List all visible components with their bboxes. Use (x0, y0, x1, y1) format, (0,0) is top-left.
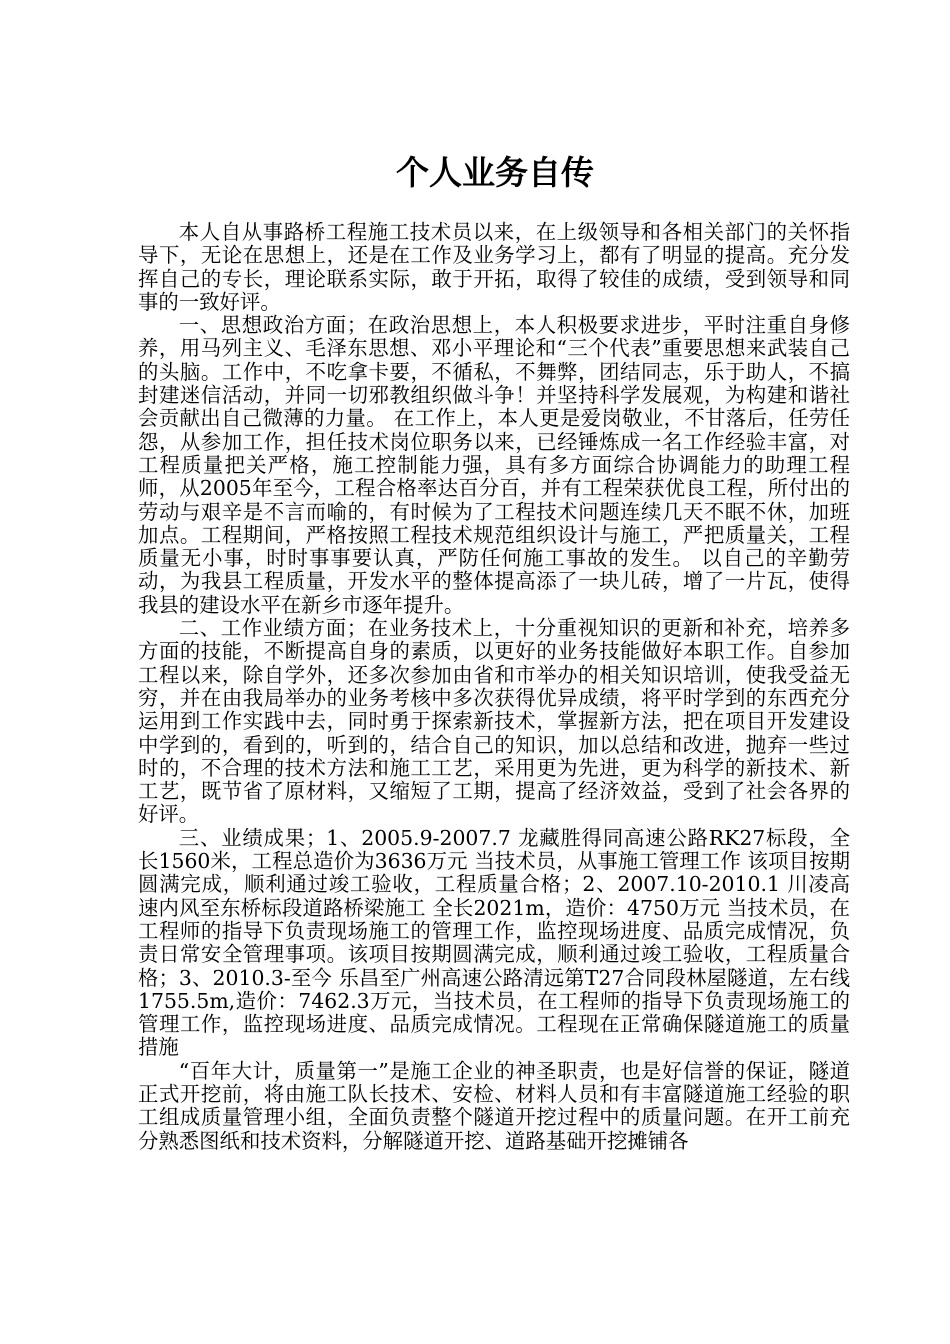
paragraph-quality: “百年大计，质量第一”是施工企业的神圣职责，也是好信誉的保证，隧道正式开挖前，将由施工队长技术、安检、材料人员和有丰富隧道施工经验的职工组成质量管理小组，全面负责整个隧道开挖过程中的质量问题。在开工前充分熟悉图纸和技术资料，分解隧道开挖、道路基础开挖摊铺各 (138, 1058, 850, 1153)
paragraph-intro: 本人自从事路桥工程施工技术员以来，在上级领导和各相关部门的关怀指导下，无论在思想上，还是在工作及业务学习上，都有了明显的提高。充分发挥自己的专长，理论联系实际，敢于开拓，取得了较佳的成绩，受到领导和同事的一致好评。 (138, 220, 850, 314)
document-body (138, 221, 850, 1153)
document-title: 个人业务自传 (396, 153, 594, 192)
paragraph-political: 一、思想政治方面；在政治思想上，本人积极要求进步，平时注重自身修养，用马列主义、毛泽东思想、邓小平理论和“三个代表”重要思想来武装自己的头脑。工作中，不吃拿卡要，不循私，不舞弊，团结同志，乐于助人，不搞封建迷信活动，并同一切邪教组织做斗争！并坚持科学发展观，为构建和谐社会贡献出自己微薄的力量。 在工作上，本人更是爱岗敬业，不甘落后，任劳任怨，从参加工作，担任技术岗位职务以来，已经锤炼成一名工作经验丰富，对工程质量把关严格，施工控制能力强，具有多方面综合协调能力的助理工程师，从2005年至今，工程合格率达百分百，并有工程荣获优良工程，所付出的劳动与艰辛是不言而喻的，有时候为了工程技术问题连续几天不眠不休，加班加点。工程期间，严格按照工程技术规范组织设计与施工，严把质量关，工程质量无小事，时时事事要认真，严防任何施工事故的发生。 以自己的辛勤劳动，为我县工程质量，开发水平的整体提高添了一块儿砖，增了一片瓦，使得我县的建设水平在新乡市逐年提升。 (138, 313, 850, 617)
paragraph-achievements: 三、业绩成果；1、2005.9-2007.7 龙藏胜得同高速公路RK27标段，全长1560米，工程总造价为3636万元 当技术员，从事施工管理工作 该项目按期圆满完成，顺利通过竣工验收，工程质量合格；2、2007.10-2010.1 川凌高速内风至东桥标段道路桥梁施工 全长2021m，造价：4750万元 当技术员，在工程师的指导下负责现场施工的管理工作，监控现场进度、品质完成情况，负责日常安全管理事项。该项目按期圆满完成，顺利通过竣工验收，工程质量合格；3、2010.3-至今 乐昌至广州高速公路清远第T27合同段林屋隧道，左右线1755.5m,造价：7462.3万元，当技术员，在工程师的指导下负责现场施工的管理工作，监控现场进度、品质完成情况。工程现在正常确保隧道施工的质量措施 (138, 825, 850, 1060)
paragraph-work-performance: 二、工作业绩方面；在业务技术上，十分重视知识的更新和补充，培养多方面的技能，不断提高自身的素质，以更好的业务技能做好本职工作。自参加工程以来，除自学外，还多次参加由省和市举办的相关知识培训，使我受益无穷，并在由我局举办的业务考核中多次获得优异成绩，将平时学到的东西充分运用到工作实践中去，同时勇于探索新技术，掌握新方法，把在项目开发建设中学到的，看到的，听到的，结合自己的知识，加以总结和改进，抛弃一些过时的，不合理的技术方法和施工工艺，采用更为先进，更为科学的新技术、新工艺，既节省了原材料，又缩短了工期，提高了经济效益，受到了社会各界的好评。 (138, 616, 850, 827)
